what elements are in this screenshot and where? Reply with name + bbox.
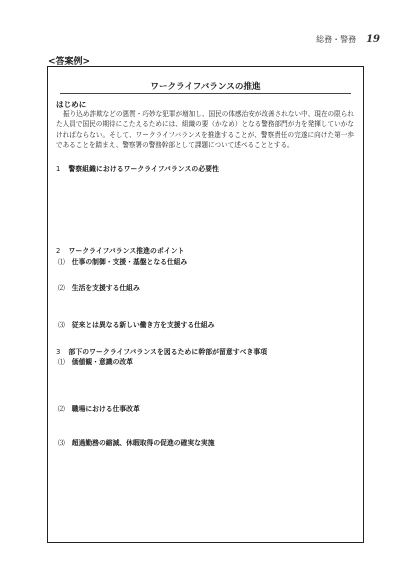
subsection-heading xyxy=(58,319,215,329)
section-heading xyxy=(56,163,219,173)
subsection-heading xyxy=(58,282,140,292)
subsection-title: 従来とは異なる新しい働き方を支援する仕組み xyxy=(71,321,215,329)
subsection-number: ⑶ xyxy=(58,439,65,447)
subsection-title: 仕事の制御・支援・基盤となる仕組み xyxy=(71,258,188,266)
subsection-heading xyxy=(58,403,140,413)
subsection-number: ⑴ xyxy=(58,358,65,366)
page-header xyxy=(316,34,380,45)
subsection-title: 生活を支援する仕組み xyxy=(71,284,140,292)
section-title: ワークライフバランス推進のポイント xyxy=(68,247,185,255)
subsection-number: ⑵ xyxy=(58,405,65,413)
section-heading xyxy=(56,346,267,356)
section-title: 警察組織におけるワークライフバランスの必要性 xyxy=(68,165,220,173)
answer-example-label: <答案例> xyxy=(48,57,91,67)
section-number: 2 xyxy=(56,247,61,255)
running-section-title: 総務・警務 xyxy=(316,35,357,44)
section-title: 部下のワークライフバランスを図るために幹部が留意すべき事項 xyxy=(68,348,268,356)
subsection-heading xyxy=(58,356,133,366)
subsection-title: 職場における仕事改革 xyxy=(71,405,140,413)
section-number: 1 xyxy=(56,165,61,173)
answer-box xyxy=(47,66,364,543)
subsection-heading xyxy=(58,437,215,447)
subsection-title: 価値観・意識の改革 xyxy=(71,358,133,366)
title-divider xyxy=(60,93,351,94)
subsection-number: ⑶ xyxy=(58,321,65,329)
page-number: 19 xyxy=(366,34,380,45)
intro-body: 振り込め詐欺などの悪質・巧妙な犯罪が増加し、国民の体感治安が改善されない中、現在の限られた人員で国民の期待にこたえるためには、組織の要（かなめ）となる警務部門が力を発揮していかなければならない。そして、ワークライフバランスを推進することが、警察責任の完遂に向けた第一歩であることを踏まえ、警察署の警務幹部として課題について述べることとする。 xyxy=(56,110,354,150)
intro-heading: はじめに xyxy=(56,100,87,109)
section-heading xyxy=(56,245,185,255)
subsection-number: ⑵ xyxy=(58,284,65,292)
section-number: 3 xyxy=(56,348,61,356)
subsection-number: ⑴ xyxy=(58,258,65,266)
subsection-title: 超過勤務の縮減、休暇取得の促進の確実な実施 xyxy=(71,439,215,447)
subsection-heading xyxy=(58,256,187,266)
answer-title: ワークライフバランスの推進 xyxy=(150,82,261,92)
